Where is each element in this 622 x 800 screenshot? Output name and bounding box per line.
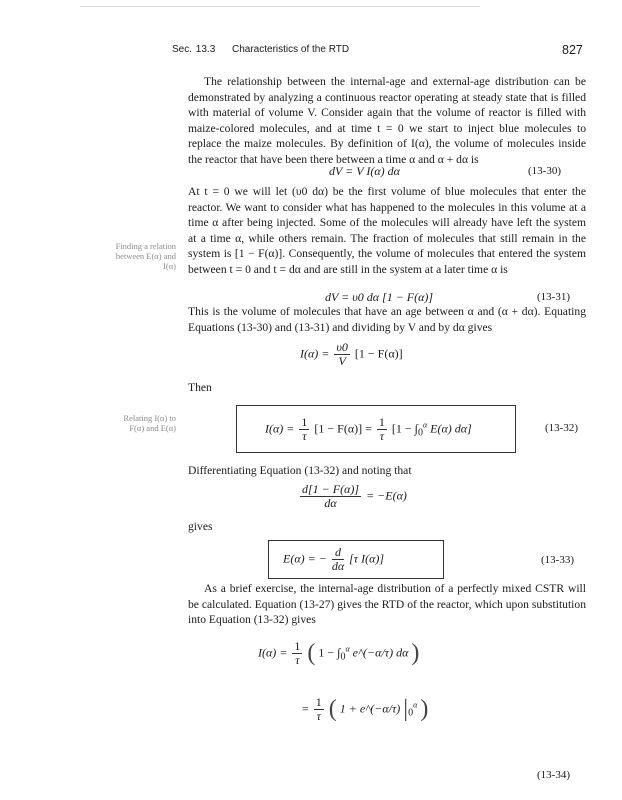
- equation-13-34-line-1: [258, 640, 419, 667]
- eq-13-33-rhs: [τ I(α)]: [349, 551, 385, 566]
- eq-13-33-num: d: [332, 546, 344, 560]
- eq-13-32-upper-limit: α: [422, 420, 428, 430]
- eq-diff-fraction: [300, 483, 361, 510]
- eq-ratio-den: V: [338, 354, 346, 368]
- page-number: 827: [562, 43, 583, 57]
- eq-13-34-line1-lhs: I(α) =: [258, 645, 288, 660]
- equation-13-32-box: [236, 405, 516, 453]
- eq-13-32-frac1: [299, 416, 309, 443]
- paragraph-differentiating: [188, 463, 586, 479]
- margin-note-relation: [90, 241, 176, 271]
- left-paren-glyph: (: [328, 696, 337, 722]
- eq-13-34-line2-lower: 0: [408, 707, 414, 719]
- eq-13-33-den: dα: [331, 559, 345, 573]
- paragraph-cstr-exercise: [188, 581, 586, 628]
- eq-diff-den: dα: [324, 496, 337, 510]
- eq-13-32-frac2-den: τ: [379, 429, 385, 443]
- eq-13-33-fraction: [332, 546, 344, 573]
- eq-13-32-frac1-den: τ: [302, 429, 307, 443]
- paragraph-internal-external: [188, 74, 586, 167]
- margin-note-1-line: between E(α) and: [115, 251, 176, 261]
- margin-note-1-line: I(α): [163, 261, 176, 271]
- right-paren-glyph: ): [420, 696, 429, 722]
- top-rule: [80, 6, 480, 7]
- eval-bar-glyph: |: [403, 696, 409, 722]
- equation-13-32: [265, 416, 472, 443]
- paragraph-5-text: Differentiating Equation (13-32) and noting that: [188, 464, 412, 477]
- eq-13-33-lhs: E(α) = −: [283, 551, 327, 566]
- eq-13-34-one: 1: [294, 639, 301, 653]
- eq-13-34-number: (13-34): [537, 769, 570, 781]
- left-paren-glyph: (: [307, 640, 316, 666]
- eq-13-34-line1-lower: 0: [340, 651, 346, 663]
- eq-13-34-line1-body: 1 − ∫: [318, 645, 341, 660]
- eq-13-30-expr: dV = V I(α) dα: [329, 164, 400, 178]
- equation-13-33: [283, 546, 384, 573]
- eq-ratio-fraction: [334, 341, 350, 368]
- then-label: Then: [188, 381, 212, 394]
- eq-13-31-expr: dV = υ0 dα [1 − F(α)]: [325, 290, 434, 304]
- eq-13-34-one: 1: [315, 695, 322, 709]
- eq-13-34-line2-upper: α: [413, 700, 418, 710]
- eq-13-34-tau: τ: [316, 709, 321, 723]
- paragraph-2-text: At t = 0 we will let (υ0 dα) be the first volume of blue molecules that enter the reactor. We want to consider what has happened to the molecules in this volume at a time α after being injected. Some of the molecules will already have left the system at a time α, while others remain. The fraction of molecules that still remain in the system is [1 − F(α)]. Consequently, the volume of molecules that entered the system between t = 0 and t = dα and are still in the system at a later time α is: [188, 185, 586, 276]
- eq-ratio-rhs: [1 − F(α)]: [354, 346, 403, 361]
- eq-13-32-frac2: [377, 416, 387, 443]
- paragraph-1-text: The relationship between the internal-age and external-age distribution can be demonstrated by analyzing a continuous reactor operating at steady state that is filled with material of volume V. Consider again that the volume of reactor is filled with maize-colored molecules, and at time t = 0 we start to inject blue molecules to replace the maize molecules. By definition of I(α), the volume of molecules inside the reactor that have been there between a time α and α + dα is: [188, 75, 586, 166]
- running-title: Characteristics of the RTD: [232, 44, 350, 55]
- equation-13-34-line-2: [302, 696, 428, 723]
- eq-13-32-number: (13-32): [545, 422, 578, 434]
- eq-13-32-part2: [1 − F(α)] =: [314, 421, 372, 436]
- eq-13-34-line1-integrand: e^(−α/τ) dα: [352, 645, 409, 660]
- section-label: Sec. 13.3: [172, 44, 216, 55]
- margin-note-relating: [90, 413, 176, 433]
- eq-13-32-lower-limit: 0: [417, 427, 423, 439]
- equation-13-31: [325, 290, 433, 305]
- eq-13-32-part4: E(α) dα]: [430, 421, 472, 436]
- eq-13-30-number: (13-30): [528, 165, 561, 177]
- right-paren-glyph: ): [411, 640, 420, 666]
- eq-ratio-lhs: I(α) =: [300, 346, 330, 361]
- eq-13-31-number: (13-31): [537, 291, 570, 303]
- paragraph-3-text: This is the volume of molecules that have an age between α and (α + dα). Equating Equations (13-30) and (13-31) and dividing by V and by dα gives: [188, 305, 586, 334]
- eq-13-32-frac1-num: 1: [301, 415, 308, 429]
- eq-13-34-line1-frac: [292, 640, 302, 667]
- margin-note-2-line: Relating I(α) to: [123, 413, 176, 423]
- eq-13-34-line2-lhs: =: [302, 701, 309, 716]
- margin-note-1-line: Finding a relation: [115, 241, 176, 251]
- equation-13-30: [329, 164, 400, 179]
- eq-13-32-part1: I(α) =: [265, 421, 295, 436]
- paragraph-equating: [188, 304, 586, 335]
- eq-13-32-frac2-num: 1: [378, 415, 385, 429]
- equation-ratio: [300, 341, 403, 368]
- eq-13-34-line1-upper: α: [345, 644, 350, 654]
- eq-diff-rhs: = −E(α): [366, 488, 407, 503]
- eq-13-34-line2-body: 1 + e^(−α/τ): [339, 701, 401, 716]
- margin-note-2-line: F(α) and E(α): [129, 423, 176, 433]
- eq-13-34-tau: τ: [295, 653, 300, 667]
- eq-13-33-number: (13-33): [541, 554, 574, 566]
- eq-13-32-part3: [1 − ∫: [391, 421, 418, 436]
- eq-diff-num: d[1 − F(α)]: [302, 482, 360, 496]
- equation-derivative: [298, 483, 407, 510]
- paragraph-7-text: As a brief exercise, the internal-age distribution of a perfectly mixed CSTR will be calculated. Equation (13-27) gives the RTD of the reactor, which upon substitution into Equation (13-32) gives: [188, 582, 586, 626]
- paragraph-blue-molecules: [188, 184, 586, 277]
- gives-label: gives: [188, 520, 213, 533]
- eq-ratio-num: υ0: [336, 340, 348, 354]
- eq-13-34-line2-frac: [314, 696, 324, 723]
- equation-13-33-box: [268, 540, 444, 579]
